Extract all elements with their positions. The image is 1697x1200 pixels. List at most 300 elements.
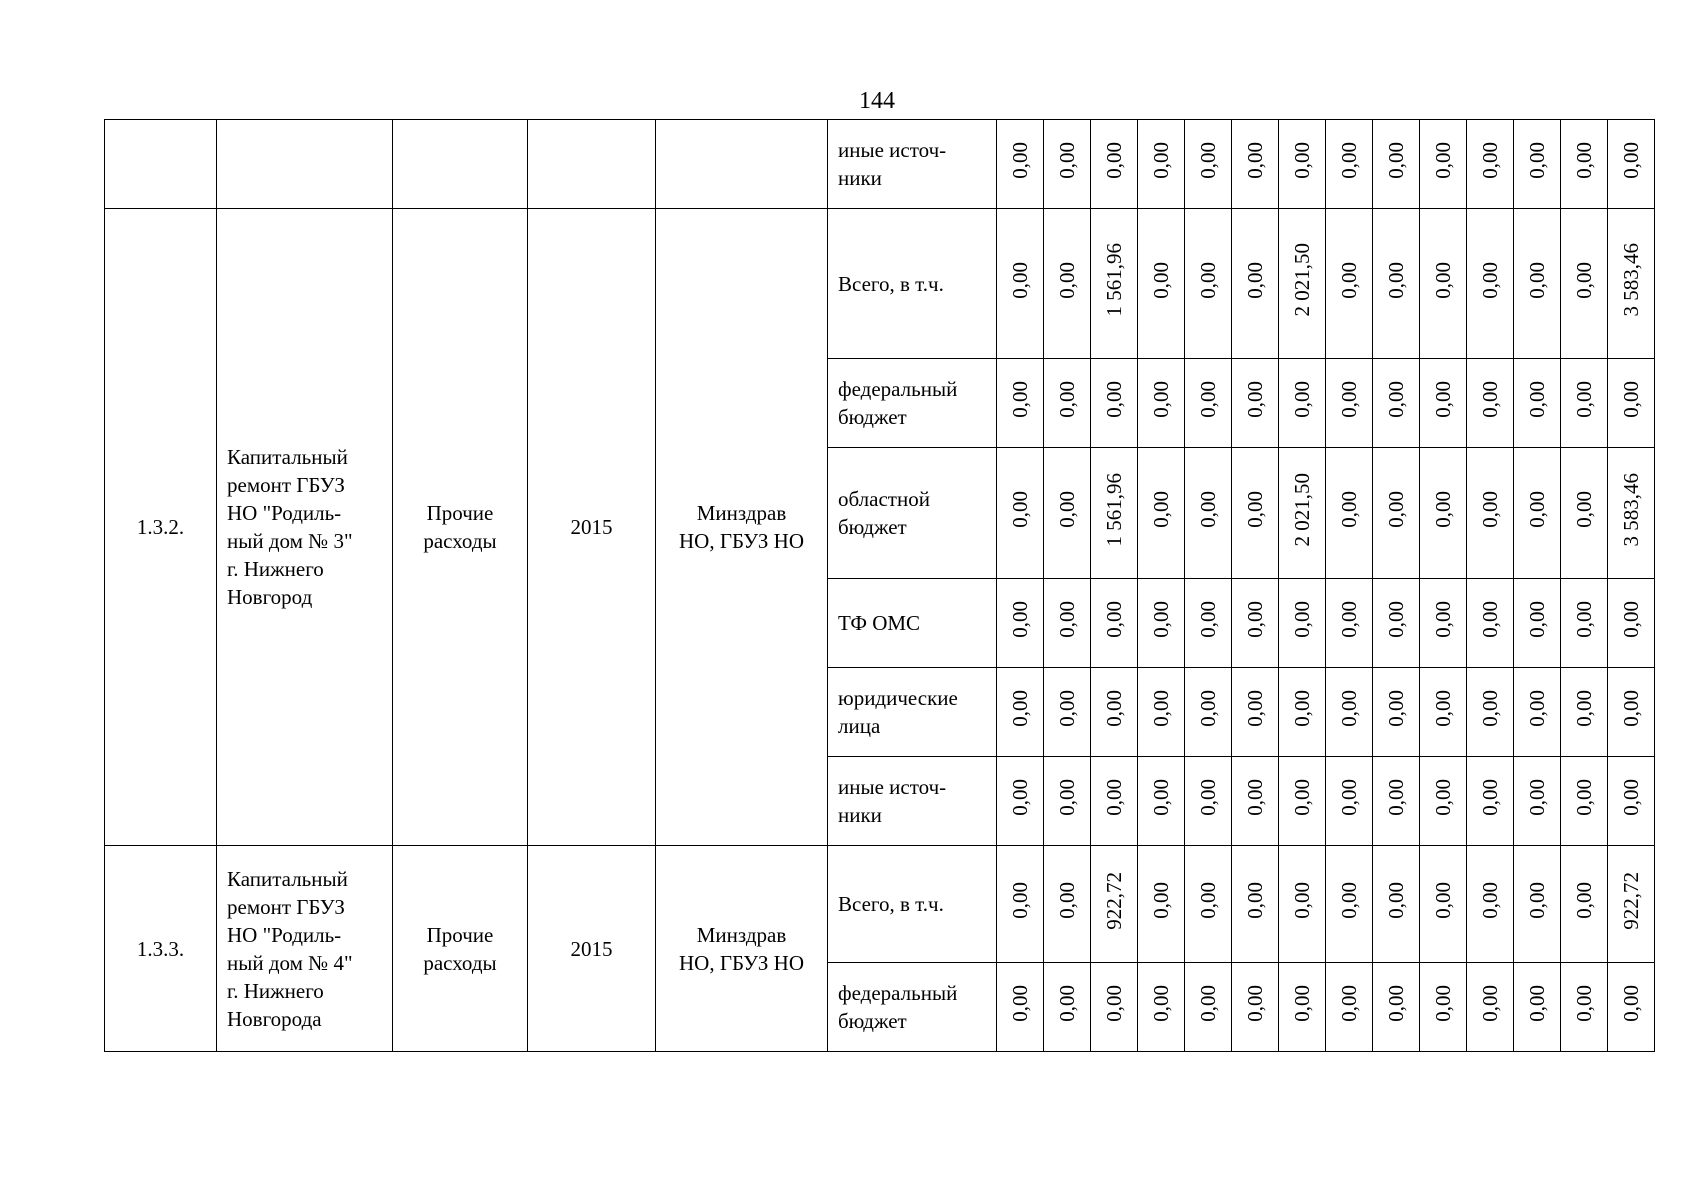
value-cell-13	[1561, 668, 1608, 757]
value-cell-13-text: 0,00	[1572, 882, 1596, 919]
value-cell-9	[1373, 209, 1420, 359]
value-cell-3-text: 1 561,96	[1102, 472, 1126, 547]
value-cell-4	[1138, 209, 1185, 359]
value-cell-5-text: 0,00	[1196, 882, 1220, 919]
value-cell-2	[1044, 359, 1091, 448]
value-cell-3-text: 0,00	[1102, 985, 1126, 1022]
table-row	[105, 120, 1655, 209]
value-cell-12	[1514, 209, 1561, 359]
item-executor	[656, 209, 828, 846]
source-cell-text: ТФ ОМС	[838, 611, 921, 635]
value-cell-14	[1608, 846, 1655, 963]
value-cell-8	[1326, 359, 1373, 448]
value-cell-8-text: 0,00	[1337, 601, 1361, 638]
source-cell-text: Всего, в т.ч.	[838, 271, 944, 296]
expense-type	[393, 846, 528, 1052]
value-cell-1-text: 0,00	[1008, 142, 1032, 179]
source-cell-text: юридические лица	[838, 686, 958, 738]
value-cell-14-text: 0,00	[1619, 142, 1643, 179]
value-cell-8-text: 0,00	[1337, 491, 1361, 528]
value-cell-13	[1561, 209, 1608, 359]
value-cell-5-text: 0,00	[1196, 381, 1220, 418]
value-cell-6-text: 0,00	[1243, 261, 1267, 299]
value-cell-10	[1420, 120, 1467, 209]
value-cell-12	[1514, 757, 1561, 846]
value-cell-2	[1044, 120, 1091, 209]
value-cell-14-text: 0,00	[1619, 985, 1643, 1022]
value-cell-14	[1608, 120, 1655, 209]
value-cell-7-text: 2 021,50	[1290, 243, 1314, 317]
value-cell-12	[1514, 359, 1561, 448]
value-cell-3	[1091, 668, 1138, 757]
value-cell-2	[1044, 209, 1091, 359]
value-cell-6-text: 0,00	[1243, 142, 1267, 179]
item-year-text: 2015	[570, 936, 613, 961]
source-cell	[828, 120, 997, 209]
value-cell-7	[1279, 963, 1326, 1052]
value-cell-7-text: 0,00	[1290, 381, 1314, 418]
value-cell-12-text: 0,00	[1525, 381, 1549, 418]
item-number	[105, 209, 217, 846]
value-cell-2-text: 0,00	[1055, 601, 1079, 638]
value-cell-14	[1608, 668, 1655, 757]
value-cell-9	[1373, 757, 1420, 846]
value-cell-4-text: 0,00	[1149, 381, 1173, 418]
value-cell-14-text: 3 583,46	[1619, 243, 1643, 317]
source-cell	[828, 579, 997, 668]
value-cell-14-text: 0,00	[1619, 779, 1643, 816]
value-cell-6-text: 0,00	[1243, 601, 1267, 638]
value-cell-7-text: 0,00	[1290, 779, 1314, 816]
value-cell-10	[1420, 448, 1467, 579]
value-cell-2	[1044, 668, 1091, 757]
value-cell-10	[1420, 579, 1467, 668]
value-cell-14	[1608, 963, 1655, 1052]
value-cell-4	[1138, 963, 1185, 1052]
value-cell-12	[1514, 963, 1561, 1052]
number-cell	[105, 120, 217, 209]
item-year-text: 2015	[570, 515, 613, 539]
value-cell-10-text: 0,00	[1431, 381, 1455, 418]
value-cell-10-text: 0,00	[1431, 142, 1455, 179]
value-cell-3-text: 922,72	[1102, 871, 1126, 930]
value-cell-6	[1232, 209, 1279, 359]
value-cell-9	[1373, 120, 1420, 209]
value-cell-1-text: 0,00	[1008, 882, 1032, 919]
value-cell-9	[1373, 579, 1420, 668]
value-cell-3-text: 1 561,96	[1102, 243, 1126, 317]
value-cell-4	[1138, 359, 1185, 448]
source-cell	[828, 209, 997, 359]
value-cell-4-text: 0,00	[1149, 491, 1173, 528]
value-cell-1-text: 0,00	[1008, 601, 1032, 638]
value-cell-14	[1608, 579, 1655, 668]
value-cell-14	[1608, 359, 1655, 448]
source-cell-text: федеральный бюджет	[838, 981, 958, 1033]
value-cell-2-text: 0,00	[1055, 690, 1079, 727]
value-cell-8	[1326, 846, 1373, 963]
value-cell-5-text: 0,00	[1196, 261, 1220, 299]
value-cell-10-text: 0,00	[1431, 690, 1455, 727]
value-cell-8-text: 0,00	[1337, 882, 1361, 919]
table-row	[105, 846, 1655, 963]
value-cell-14-text: 0,00	[1619, 601, 1643, 638]
value-cell-12-text: 0,00	[1525, 779, 1549, 816]
value-cell-4	[1138, 668, 1185, 757]
source-cell	[828, 963, 997, 1052]
expense-type-text: Прочие расходы	[423, 922, 497, 975]
value-cell-11	[1467, 448, 1514, 579]
value-cell-6	[1232, 757, 1279, 846]
table-row	[105, 209, 1655, 359]
value-cell-3	[1091, 359, 1138, 448]
value-cell-4-text: 0,00	[1149, 601, 1173, 638]
value-cell-11-text: 0,00	[1478, 985, 1502, 1022]
value-cell-3	[1091, 209, 1138, 359]
value-cell-5-text: 0,00	[1196, 142, 1220, 179]
value-cell-12	[1514, 579, 1561, 668]
value-cell-7	[1279, 120, 1326, 209]
value-cell-8	[1326, 209, 1373, 359]
value-cell-4-text: 0,00	[1149, 779, 1173, 816]
value-cell-2	[1044, 963, 1091, 1052]
value-cell-5-text: 0,00	[1196, 491, 1220, 528]
item-executor-text: Минздрав НО, ГБУЗ НО	[679, 922, 804, 975]
value-cell-13	[1561, 448, 1608, 579]
value-cell-1	[997, 359, 1044, 448]
value-cell-8-text: 0,00	[1337, 985, 1361, 1022]
value-cell-14-text: 922,72	[1619, 871, 1643, 930]
item-name	[217, 209, 393, 846]
value-cell-12-text: 0,00	[1525, 882, 1549, 919]
value-cell-4	[1138, 448, 1185, 579]
value-cell-7-text: 0,00	[1290, 690, 1314, 727]
value-cell-6	[1232, 668, 1279, 757]
value-cell-13-text: 0,00	[1572, 779, 1596, 816]
value-cell-4-text: 0,00	[1149, 261, 1173, 299]
value-cell-7-text: 0,00	[1290, 601, 1314, 638]
value-cell-3	[1091, 757, 1138, 846]
value-cell-4-text: 0,00	[1149, 882, 1173, 919]
value-cell-4-text: 0,00	[1149, 690, 1173, 727]
value-cell-13	[1561, 757, 1608, 846]
value-cell-1	[997, 448, 1044, 579]
value-cell-4-text: 0,00	[1149, 142, 1173, 179]
value-cell-12	[1514, 668, 1561, 757]
value-cell-11	[1467, 209, 1514, 359]
value-cell-8-text: 0,00	[1337, 381, 1361, 418]
value-cell-1	[997, 579, 1044, 668]
expense-type-cell	[393, 120, 528, 209]
value-cell-3-text: 0,00	[1102, 690, 1126, 727]
value-cell-12	[1514, 448, 1561, 579]
value-cell-14	[1608, 448, 1655, 579]
value-cell-13-text: 0,00	[1572, 381, 1596, 418]
item-number-text: 1.3.2.	[136, 515, 185, 539]
value-cell-10-text: 0,00	[1431, 985, 1455, 1022]
value-cell-6-text: 0,00	[1243, 882, 1267, 919]
value-cell-1-text: 0,00	[1008, 985, 1032, 1022]
value-cell-10	[1420, 209, 1467, 359]
value-cell-1-text: 0,00	[1008, 779, 1032, 816]
value-cell-11	[1467, 757, 1514, 846]
source-cell	[828, 757, 997, 846]
value-cell-11-text: 0,00	[1478, 261, 1502, 299]
value-cell-12-text: 0,00	[1525, 690, 1549, 727]
value-cell-12	[1514, 120, 1561, 209]
value-cell-10	[1420, 846, 1467, 963]
value-cell-5	[1185, 209, 1232, 359]
value-cell-11-text: 0,00	[1478, 142, 1502, 179]
value-cell-7	[1279, 668, 1326, 757]
value-cell-7	[1279, 757, 1326, 846]
source-cell-text: федеральный бюджет	[838, 377, 958, 429]
value-cell-10-text: 0,00	[1431, 601, 1455, 638]
item-executor	[656, 846, 828, 1052]
value-cell-8	[1326, 668, 1373, 757]
item-number	[105, 846, 217, 1052]
value-cell-9	[1373, 668, 1420, 757]
value-cell-3	[1091, 448, 1138, 579]
value-cell-10	[1420, 963, 1467, 1052]
value-cell-4	[1138, 846, 1185, 963]
value-cell-5-text: 0,00	[1196, 985, 1220, 1022]
value-cell-5	[1185, 757, 1232, 846]
value-cell-3-text: 0,00	[1102, 142, 1126, 179]
value-cell-10-text: 0,00	[1431, 779, 1455, 816]
value-cell-6-text: 0,00	[1243, 779, 1267, 816]
table-body	[105, 120, 1655, 1052]
value-cell-2	[1044, 579, 1091, 668]
value-cell-1-text: 0,00	[1008, 381, 1032, 418]
value-cell-14	[1608, 757, 1655, 846]
value-cell-9-text: 0,00	[1384, 882, 1408, 919]
value-cell-6	[1232, 963, 1279, 1052]
value-cell-11	[1467, 359, 1514, 448]
value-cell-6-text: 0,00	[1243, 690, 1267, 727]
value-cell-10-text: 0,00	[1431, 261, 1455, 299]
value-cell-9	[1373, 359, 1420, 448]
value-cell-13-text: 0,00	[1572, 985, 1596, 1022]
value-cell-14-text: 0,00	[1619, 381, 1643, 418]
value-cell-6	[1232, 579, 1279, 668]
value-cell-9	[1373, 846, 1420, 963]
value-cell-13-text: 0,00	[1572, 601, 1596, 638]
item-number-text: 1.3.3.	[136, 936, 185, 961]
value-cell-1	[997, 209, 1044, 359]
source-cell	[828, 668, 997, 757]
value-cell-7-text: 0,00	[1290, 142, 1314, 179]
value-cell-7	[1279, 448, 1326, 579]
value-cell-14-text: 0,00	[1619, 690, 1643, 727]
value-cell-14-text: 3 583,46	[1619, 472, 1643, 547]
value-cell-2	[1044, 448, 1091, 579]
value-cell-7-text: 2 021,50	[1290, 472, 1314, 547]
value-cell-10-text: 0,00	[1431, 882, 1455, 919]
value-cell-6-text: 0,00	[1243, 381, 1267, 418]
value-cell-11-text: 0,00	[1478, 779, 1502, 816]
value-cell-11-text: 0,00	[1478, 381, 1502, 418]
value-cell-5	[1185, 120, 1232, 209]
value-cell-3	[1091, 963, 1138, 1052]
value-cell-1	[997, 668, 1044, 757]
item-name-text: Капитальный ремонт ГБУЗ НО "Родиль- ный дом № 3" г. Нижнего Новгород	[227, 445, 353, 609]
source-cell	[828, 448, 997, 579]
year-cell	[528, 120, 656, 209]
value-cell-7	[1279, 209, 1326, 359]
value-cell-11	[1467, 668, 1514, 757]
value-cell-6	[1232, 846, 1279, 963]
value-cell-1-text: 0,00	[1008, 261, 1032, 299]
value-cell-2-text: 0,00	[1055, 491, 1079, 528]
value-cell-11	[1467, 579, 1514, 668]
value-cell-11	[1467, 963, 1514, 1052]
value-cell-6-text: 0,00	[1243, 491, 1267, 528]
value-cell-13	[1561, 963, 1608, 1052]
value-cell-2-text: 0,00	[1055, 142, 1079, 179]
value-cell-9	[1373, 963, 1420, 1052]
value-cell-4-text: 0,00	[1149, 985, 1173, 1022]
value-cell-3-text: 0,00	[1102, 381, 1126, 418]
value-cell-9-text: 0,00	[1384, 261, 1408, 299]
value-cell-12-text: 0,00	[1525, 985, 1549, 1022]
value-cell-6-text: 0,00	[1243, 985, 1267, 1022]
value-cell-3	[1091, 846, 1138, 963]
value-cell-5-text: 0,00	[1196, 601, 1220, 638]
value-cell-9-text: 0,00	[1384, 491, 1408, 528]
value-cell-2-text: 0,00	[1055, 381, 1079, 418]
value-cell-1	[997, 120, 1044, 209]
value-cell-7	[1279, 846, 1326, 963]
value-cell-7	[1279, 579, 1326, 668]
value-cell-8-text: 0,00	[1337, 142, 1361, 179]
value-cell-1	[997, 963, 1044, 1052]
value-cell-13	[1561, 579, 1608, 668]
source-cell-text: Всего, в т.ч.	[838, 892, 944, 916]
value-cell-8-text: 0,00	[1337, 690, 1361, 727]
value-cell-4	[1138, 757, 1185, 846]
item-name-text: Капитальный ремонт ГБУЗ НО "Родиль- ный дом № 4" г. Нижнего Новгорода	[227, 866, 353, 1031]
value-cell-8	[1326, 448, 1373, 579]
page-number: 144	[859, 88, 895, 114]
source-cell-text: областной бюджет	[838, 487, 930, 539]
source-cell-text: иные источ- ники	[838, 138, 947, 190]
value-cell-9-text: 0,00	[1384, 601, 1408, 638]
value-cell-6	[1232, 359, 1279, 448]
value-cell-13	[1561, 846, 1608, 963]
value-cell-10	[1420, 668, 1467, 757]
value-cell-12-text: 0,00	[1525, 601, 1549, 638]
value-cell-11-text: 0,00	[1478, 690, 1502, 727]
value-cell-5	[1185, 846, 1232, 963]
expense-type	[393, 209, 528, 846]
value-cell-5	[1185, 579, 1232, 668]
item-name	[217, 846, 393, 1052]
expense-type-text: Прочие расходы	[423, 501, 497, 553]
value-cell-13	[1561, 359, 1608, 448]
item-year	[528, 209, 656, 846]
executor-cell	[656, 120, 828, 209]
value-cell-9-text: 0,00	[1384, 690, 1408, 727]
value-cell-10-text: 0,00	[1431, 491, 1455, 528]
item-year	[528, 846, 656, 1052]
source-cell-text: иные источ- ники	[838, 775, 947, 827]
name-cell	[217, 120, 393, 209]
value-cell-5-text: 0,00	[1196, 690, 1220, 727]
value-cell-11	[1467, 846, 1514, 963]
value-cell-5	[1185, 963, 1232, 1052]
value-cell-5-text: 0,00	[1196, 779, 1220, 816]
value-cell-6	[1232, 120, 1279, 209]
value-cell-11-text: 0,00	[1478, 882, 1502, 919]
value-cell-13-text: 0,00	[1572, 261, 1596, 299]
value-cell-8	[1326, 757, 1373, 846]
value-cell-2	[1044, 757, 1091, 846]
value-cell-9	[1373, 448, 1420, 579]
value-cell-13	[1561, 120, 1608, 209]
value-cell-3	[1091, 579, 1138, 668]
value-cell-6	[1232, 448, 1279, 579]
value-cell-8-text: 0,00	[1337, 779, 1361, 816]
value-cell-5	[1185, 359, 1232, 448]
value-cell-2-text: 0,00	[1055, 261, 1079, 299]
value-cell-7-text: 0,00	[1290, 985, 1314, 1022]
source-cell	[828, 846, 997, 963]
value-cell-8	[1326, 120, 1373, 209]
value-cell-8	[1326, 963, 1373, 1052]
value-cell-11	[1467, 120, 1514, 209]
value-cell-2-text: 0,00	[1055, 985, 1079, 1022]
value-cell-5	[1185, 448, 1232, 579]
value-cell-3	[1091, 120, 1138, 209]
value-cell-2-text: 0,00	[1055, 882, 1079, 919]
value-cell-1-text: 0,00	[1008, 491, 1032, 528]
value-cell-13-text: 0,00	[1572, 690, 1596, 727]
value-cell-9-text: 0,00	[1384, 779, 1408, 816]
value-cell-3-text: 0,00	[1102, 779, 1126, 816]
value-cell-9-text: 0,00	[1384, 985, 1408, 1022]
budget-table	[104, 119, 1655, 1052]
value-cell-9-text: 0,00	[1384, 142, 1408, 179]
value-cell-4	[1138, 120, 1185, 209]
value-cell-4	[1138, 579, 1185, 668]
value-cell-13-text: 0,00	[1572, 142, 1596, 179]
value-cell-9-text: 0,00	[1384, 381, 1408, 418]
source-cell	[828, 359, 997, 448]
value-cell-3-text: 0,00	[1102, 601, 1126, 638]
value-cell-2-text: 0,00	[1055, 779, 1079, 816]
value-cell-14	[1608, 209, 1655, 359]
value-cell-7	[1279, 359, 1326, 448]
value-cell-1	[997, 846, 1044, 963]
value-cell-7-text: 0,00	[1290, 882, 1314, 919]
value-cell-12-text: 0,00	[1525, 491, 1549, 528]
value-cell-11-text: 0,00	[1478, 491, 1502, 528]
value-cell-10	[1420, 359, 1467, 448]
value-cell-1-text: 0,00	[1008, 690, 1032, 727]
value-cell-2	[1044, 846, 1091, 963]
value-cell-11-text: 0,00	[1478, 601, 1502, 638]
value-cell-12-text: 0,00	[1525, 142, 1549, 179]
value-cell-12	[1514, 846, 1561, 963]
value-cell-10	[1420, 757, 1467, 846]
value-cell-8-text: 0,00	[1337, 261, 1361, 299]
value-cell-5	[1185, 668, 1232, 757]
value-cell-12-text: 0,00	[1525, 261, 1549, 299]
value-cell-13-text: 0,00	[1572, 491, 1596, 528]
value-cell-1	[997, 757, 1044, 846]
value-cell-8	[1326, 579, 1373, 668]
